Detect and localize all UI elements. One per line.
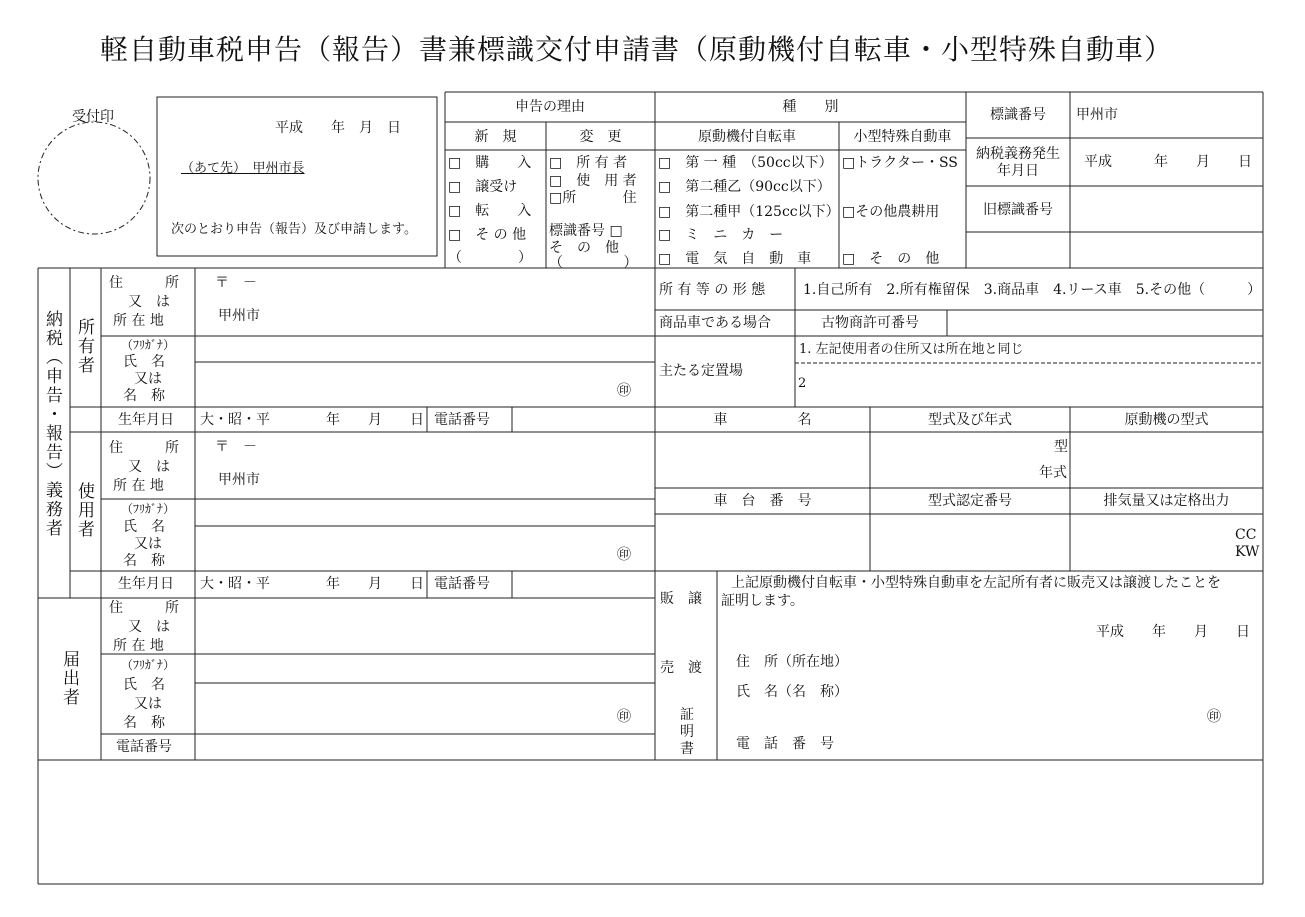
cert-phone-label: 電 話 番 号 bbox=[736, 736, 834, 752]
applicant-name-label: 名 称 bbox=[123, 715, 165, 731]
page-title: 軽自動車税申告（報告）書兼標識交付申請書（原動機付自転車・小型特殊自動車） bbox=[100, 33, 1174, 66]
owner-postal[interactable]: 〒 － bbox=[215, 275, 257, 291]
moped-heading: 原動機付自転車 bbox=[698, 129, 796, 145]
small-special-heading: 小型特殊自動車 bbox=[853, 129, 952, 145]
applicant-label: 届出者 bbox=[59, 650, 79, 707]
user-furigana-label: （ﾌﾘｶﾞﾅ） bbox=[121, 502, 176, 516]
owner-phone-label: 電話番号 bbox=[434, 412, 490, 428]
owner-seal: ㊞ bbox=[617, 383, 631, 399]
type-approval-label: 型式認定番号 bbox=[928, 493, 1012, 509]
cert-name-label: 氏 名（名 称） bbox=[736, 684, 848, 700]
reason-new-item[interactable]: □ 転 入 bbox=[448, 203, 532, 219]
cert-seal: ㊞ bbox=[1207, 709, 1221, 725]
owner-name-label: 又は bbox=[134, 371, 162, 387]
user-seal: ㊞ bbox=[617, 547, 631, 563]
small-special-item[interactable]: □ そ の 他 bbox=[842, 251, 940, 267]
cc-unit: CC bbox=[1235, 527, 1257, 543]
vehicle-name-label: 車 名 bbox=[713, 412, 812, 428]
moped-class-item[interactable]: □ 電 気 自 動 車 bbox=[658, 251, 812, 267]
receipt-stamp-label: 受付印 bbox=[72, 109, 114, 125]
user-name-label: 名 称 bbox=[123, 553, 165, 569]
plate-number-value[interactable]: 甲州市 bbox=[1076, 107, 1118, 123]
cert-address-label: 住 所（所在地） bbox=[736, 654, 848, 670]
applicant-furigana-label: （ﾌﾘｶﾞﾅ） bbox=[121, 658, 176, 672]
user-birth-value[interactable]: 大・昭・平 年 月 日 bbox=[200, 576, 424, 592]
reason-new-item[interactable]: □ 購 入 bbox=[448, 155, 532, 171]
applicant-name-label: 又は bbox=[134, 696, 162, 712]
cert-date[interactable]: 平成 年 月 日 bbox=[1096, 624, 1250, 640]
user-name-label: 又は bbox=[134, 536, 162, 552]
owner-address-label: 又 は bbox=[128, 294, 170, 310]
submit-date: 平成 年 月 日 bbox=[275, 120, 401, 136]
displacement-label: 排気量又は定格出力 bbox=[1103, 493, 1230, 509]
model-label: 型 bbox=[1054, 439, 1068, 455]
user-name-label: 氏 名 bbox=[123, 519, 165, 535]
user-city[interactable]: 甲州市 bbox=[218, 472, 260, 488]
applicant-address-label: 所 在 地 bbox=[113, 638, 164, 654]
taxpayer-label: 納税（申告・報告）義務者 bbox=[42, 310, 62, 538]
user-label: 使用者 bbox=[74, 482, 94, 539]
owner-furigana-label: （ﾌﾘｶﾞﾅ） bbox=[121, 338, 176, 352]
reason-change-item[interactable]: □ 所 有 者 bbox=[549, 155, 628, 171]
plate-number-label: 標識番号 bbox=[990, 107, 1046, 123]
reason-change-item[interactable]: □所 住 bbox=[549, 190, 637, 206]
merchandise-label: 商品車である場合 bbox=[659, 315, 771, 331]
cert-text-2: 証明します。 bbox=[721, 593, 804, 609]
cert-side-label: 明 bbox=[680, 724, 694, 740]
reason-new-item[interactable]: □ そ の 他 bbox=[448, 227, 527, 243]
reason-new-other: （ ） bbox=[448, 250, 532, 266]
owner-label: 所有者 bbox=[74, 318, 94, 375]
kind-heading: 種 別 bbox=[782, 99, 839, 115]
owner-city[interactable]: 甲州市 bbox=[218, 308, 260, 324]
cert-side-label: 売 渡 bbox=[660, 660, 702, 676]
user-phone-label: 電話番号 bbox=[434, 576, 490, 592]
user-address-label: 所 在 地 bbox=[113, 478, 164, 494]
applicant-address-label: 住 所 bbox=[109, 600, 179, 616]
addressee: （あて先） 甲州市長 bbox=[181, 161, 305, 176]
antique-license-label: 古物商許可番号 bbox=[821, 315, 919, 331]
reason-change-other: （ ） bbox=[549, 255, 638, 271]
cert-side-label: 書 bbox=[680, 741, 694, 757]
moped-class-item[interactable]: □ 第二種乙（90cc以下） bbox=[658, 179, 831, 195]
applicant-seal: ㊞ bbox=[617, 709, 631, 725]
user-address-label: 又 は bbox=[128, 459, 170, 475]
model-year-label: 型式及び年式 bbox=[928, 412, 1012, 428]
moped-class-item[interactable]: □ ミ ニ カ ー bbox=[658, 227, 784, 243]
statement: 次のとおり申告（報告）及び申請します。 bbox=[171, 222, 417, 237]
storage-place-option-2[interactable]: 2 bbox=[798, 376, 807, 391]
small-special-item[interactable]: □その他農耕用 bbox=[842, 204, 940, 220]
ownership-form-options[interactable]: 1.自己所有 2.所有権留保 3.商品車 4.リース車 5.その他（ ） bbox=[803, 282, 1262, 298]
reason-change-heading: 変 更 bbox=[579, 129, 622, 145]
user-address-label: 住 所 bbox=[109, 440, 179, 456]
tax-date-value[interactable]: 平成 年 月 日 bbox=[1084, 154, 1252, 170]
ownership-form-label: 所 有 等 の 形 態 bbox=[659, 282, 766, 298]
engine-model-label: 原動機の型式 bbox=[1124, 412, 1209, 428]
applicant-name-label: 氏 名 bbox=[123, 677, 165, 693]
user-birth-label: 生年月日 bbox=[118, 576, 174, 592]
owner-address-label: 所 在 地 bbox=[113, 313, 164, 329]
small-special-item[interactable]: □トラクター・SS bbox=[842, 155, 958, 171]
applicant-phone-label: 電話番号 bbox=[116, 739, 172, 755]
tax-date-label: 納税義務発生年月日 bbox=[976, 146, 1060, 179]
moped-class-item[interactable]: □ 第二種甲（125cc以下） bbox=[658, 204, 840, 220]
owner-name-label: 氏 名 bbox=[123, 354, 165, 370]
year-label: 年式 bbox=[1039, 465, 1067, 481]
storage-place-option-1[interactable]: 1. 左記使用者の住所又は所在地と同じ bbox=[799, 342, 1024, 357]
reason-new-heading: 新 規 bbox=[474, 129, 517, 145]
owner-birth-value[interactable]: 大・昭・平 年 月 日 bbox=[200, 412, 424, 428]
owner-birth-label: 生年月日 bbox=[118, 412, 174, 428]
reason-change-item[interactable]: そ の 他 bbox=[549, 240, 619, 256]
cert-side-label: 販 譲 bbox=[660, 591, 702, 607]
cert-side-label: 証 bbox=[680, 707, 694, 723]
kw-unit: KW bbox=[1235, 544, 1260, 560]
chassis-number-label: 車 台 番 号 bbox=[713, 493, 812, 509]
owner-name-label: 名 称 bbox=[123, 388, 165, 404]
moped-class-item[interactable]: □ 第 一 種 （50cc以下） bbox=[658, 155, 833, 171]
old-plate-label: 旧標識番号 bbox=[983, 202, 1053, 218]
owner-address-label: 住 所 bbox=[109, 275, 179, 291]
reason-heading: 申告の理由 bbox=[515, 99, 585, 115]
cert-text: 上記原動機付自転車・小型特殊自動車を左記所有者に販売又は譲渡したことを bbox=[731, 575, 1221, 591]
reason-change-item[interactable]: 標識番号 □ bbox=[549, 223, 623, 239]
stamp-circle bbox=[38, 122, 150, 234]
storage-place-label: 主たる定置場 bbox=[659, 363, 743, 379]
applicant-address-label: 又 は bbox=[128, 619, 170, 635]
user-postal[interactable]: 〒 － bbox=[215, 439, 257, 455]
reason-change-item[interactable]: □ 使 用 者 bbox=[549, 173, 637, 189]
reason-new-item[interactable]: □ 譲受け bbox=[448, 179, 518, 195]
